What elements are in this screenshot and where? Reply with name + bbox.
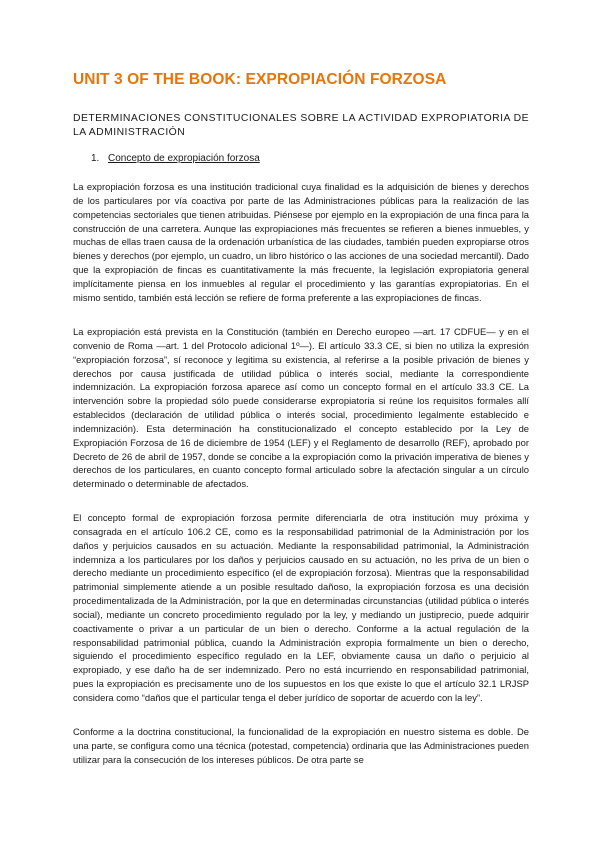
numbered-heading xyxy=(91,152,260,166)
paragraph: La expropiación está prevista en la Constitución (también en Derecho europeo —art. 17 CDFUE— y en el convenio de Roma —art. 1 del Protocolo adicional 1º—). El artículo 33.3 CE, si bien no utiliza la expresión “expropiación forzosa”, sí reconoce y legitima su existencia, al referirse a la posible privación de bienes y derechos por causa justificada de utilidad pública o interés social, mediante la correspondiente indemnización. La expropiación forzosa aparece así como un concepto formal en el artículo 33.3 CE. La intervención sobre la propiedad sólo puede considerarse expropiatoria si reúne los requisitos formales allí establecidos (declaración de utilidad pública o interés social, procedimiento legalmente establecido e indemnización). Esta determinación ha constitucionalizado el concepto establecido por la Ley de Expropiación Forzosa de 16 de diciembre de 1954 (LEF) y el Reglamento de desarrollo (REF), aprobado por Decreto de 26 de abril de 1957, donde se concibe a la expropiación como la privación imperativa de bienes y derechos de los particulares, en cuanto concepto formal articulado sobre la afectación singular a un círculo determinado o determinable de afectados. xyxy=(73,326,529,490)
heading-number: 1. xyxy=(91,153,100,164)
paragraph: El concepto formal de expropiación forzosa permite diferenciarla de otra institución muy próxima y consagrada en el artículo 106.2 CE, como es la responsabilidad patrimonial de la Administración por los daños y perjuicios causados en su actuación. Mediante la responsabilidad patrimonial, la Administración indemniza a los particulares por los daños y perjuicios causado en su actuación, no les priva de un bien o derecho mediante un procedimiento específico (el de expropiación forzosa). Mientras que la responsabilidad patrimonial simplemente atiende a un posible resultado dañoso, la expropiación forzosa es una decisión procedimentalizada de la Administración, por la que en determinadas circunstancias (utilidad pública o interés social), mediante un concreto procedimiento regulado por la ley, y mediando un justiprecio, puede adquirir coactivamente o privar a un particular de un bien o derecho. Conforme a la actual regulación de la responsabilidad patrimonial pública, cuando la Administración expropia formalmente un bien o derecho, siguiendo el procedimiento específico regulado en la LEF, obviamente causa un daño o perjuicio al expropiado, y ese daño ha de ser indemnizado. Pero no está incurriendo en responsabilidad patrimonial, pues la expropiación es precisamente uno de los supuestos en los que existe lo que el artículo 32.1 LRJSP considera como “daños que el particular tenga el deber jurídico de soportar de acuerdo con la ley”. xyxy=(73,512,529,703)
paragraph: Conforme a la doctrina constitucional, la funcionalidad de la expropiación en nuestro sistema es doble. De una parte, se configura como una técnica (potestad, competencia) ordinaria que las Administraciones pueden utilizar para la consecución de los intereses públicos. De otra parte se xyxy=(73,726,529,765)
heading-text: Concepto de expropiación forzosa xyxy=(108,153,260,164)
section-heading: DETERMINACIONES CONSTITUCIONALES SOBRE LA ACTIVIDAD EXPROPIATORIA DE LA ADMINISTRACIÓN xyxy=(73,113,529,138)
document-title: UNIT 3 OF THE BOOK: EXPROPIACIÓN FORZOSA xyxy=(73,71,447,88)
paragraph: La expropiación forzosa es una institución tradicional cuya finalidad es la adquisición de bienes y derechos de los particulares por vía coactiva por parte de las Administraciones públicas para la realización de las competencias sectoriales que tienen atribuidas. Piénsese por ejemplo en la expropiación de una finca para la construcción de una carretera. Aunque las expropiaciones más frecuentes se refieren a bienes inmuebles, y muchas de ellas traen causa de la ordenación urbanística de las ciudades, también pueden expropiarse otros bienes y derechos (por ejemplo, un cuadro, un libro histórico o las acciones de una sociedad mercantil). Dado que la expropiación de fincas es cuantitativamente la más frecuente, la legislación expropiatoria general implícitamente piensa en los inmuebles al regular el procedimiento y las garantías expropiatorias. En el mismo sentido, también está lección se refiere de forma preferente a las expropiaciones de fincas. xyxy=(73,181,529,303)
